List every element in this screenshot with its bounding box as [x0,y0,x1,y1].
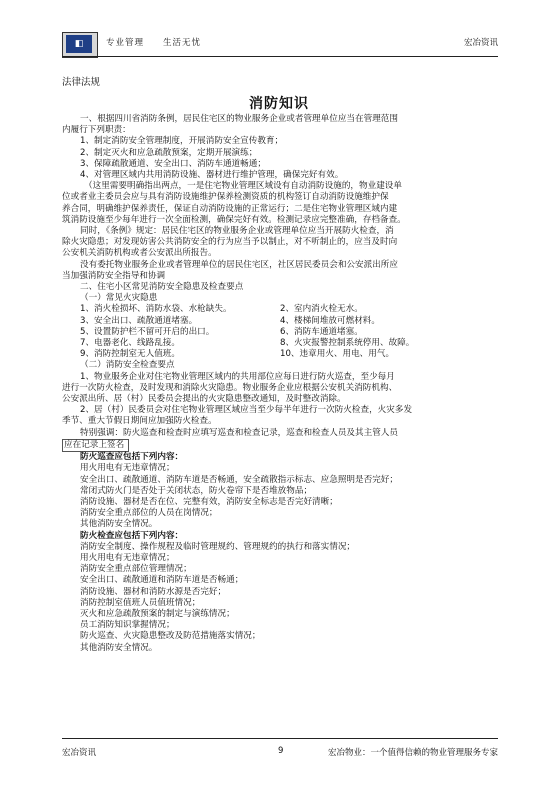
hazard-item: 4、楼梯间堆放可燃材料。 [280,315,380,326]
list-item: 3、保障疏散通道、安全出口、消防车通道畅通； [80,158,266,169]
hazard-item: 10、违章用火、用电、用气。 [280,349,395,360]
hazard-item: 6、消防车通道堵塞。 [280,326,363,337]
list-item: 用火用电有无违章情况； [80,463,175,474]
page-number: 9 [278,746,284,756]
hazard-item: 9、消防控制室无人值班。 [80,349,180,360]
list-heading: 防火巡查应包括下列内容： [80,452,184,463]
footer-left-text: 宏冶资讯 [62,748,97,758]
section-label: 法律法规 [62,77,101,88]
list-item: 安全出口、疏散通道、消防车道是否畅通，安全疏散指示标志、应急照明是否完好； [80,474,398,485]
page-footer [62,738,498,760]
list-heading: 防火检查应包括下列内容： [80,530,184,541]
paragraph-line: 除火灾隐患；对发现妨害公共消防安全的行为应当予以制止，对不听制止的，应当及时向 [62,237,398,248]
subsection-heading: （二）消防安全检查要点 [80,360,175,371]
company-logo [62,32,98,58]
hazard-item: 8、火灾报警控制系统停用、故障。 [280,338,415,349]
paragraph-line: 公安机关消防机构或者公安派出所报告。 [62,248,217,259]
paragraph-line [62,439,502,452]
list-item: 员工消防知识掌握情况； [80,620,175,631]
footer-right-text: 宏冶物业：一个值得信赖的物业管理服务专家 [327,748,498,758]
paragraph-line: 2、居（村）民委员会对住宅物业管理区域应当至少每半年进行一次防火检查，火灾多发 [80,405,413,416]
header-divider [62,56,498,57]
list-item: 消防安全重点部位管理情况； [80,564,192,575]
list-item: 消防设施、器材和消防水源是否完好； [80,586,227,597]
hazard-item: 3、安全出口、疏散通道堵塞。 [80,315,198,326]
paragraph-line: 特别强调：防火巡查和检查时应填写巡查和检查记录，巡查和检查人员及其主管人员 [80,427,398,438]
list-item: 1、制定消防安全管理制度，开展消防安全宣传教育； [80,136,284,147]
list-item: 消防设施、器材是否在位、完整有效，消防安全标志是否完好清晰； [80,496,338,507]
paragraph-line: （这里需要明确指出两点，一是住宅物业管理区域设有自动消防设施的，物业建设单 [84,181,402,192]
list-item: 安全出口、疏散通道和消防车道是否畅通； [80,575,244,586]
list-item: 消防安全制度、操作规程及临时管理规约、管理规约的执行和落实情况； [80,541,356,552]
paragraph-line: 当加强消防安全指导和协调 [62,270,166,281]
paragraph-line: 一、根据四川省消防条例，居民住宅区的物业服务企业或者管理单位应当在管理范围 [80,114,398,124]
paragraph-line: 进行一次防火检查，及时发现和消除火灾隐患。物业服务企业应根据公安机关消防机构、 [62,382,398,393]
document-body [62,114,502,654]
hazard-item: 1、消火栓损坏、消防水袋、水枪缺失。 [80,304,232,315]
subsection-heading: （一）常见火灾隐患 [80,293,158,304]
list-item: 常闭式防火门是否处于关闭状态，防火卷帘下是否堆放物品； [80,485,313,496]
header-slogan: 专业管理 生活无忧 [106,38,202,48]
list-item: 2、制定灭火和应急疏散预案，定期开展演练； [80,147,258,158]
list-item: 防火巡查、火灾隐患整改及防范措施落实情况； [80,631,261,642]
list-item: 其他消防安全情况。 [80,519,158,530]
hazard-item: 7、电器老化、线路乱接。 [80,338,180,349]
paragraph-line: 没有委托物业服务企业或者管理单位的居民住宅区，社区居民委员会和公安派出所应 [80,259,398,270]
paragraph-line: 筑消防设施至少每年进行一次全面检测，确保完好有效。检测记录应完整准确，存档备查。 [62,214,406,225]
paragraph-line: 养合同，明确维护保养责任，保证自动消防设施的正常运行；二是住宅物业管理区域内建 [62,203,398,214]
paragraph-line: 季节、重大节假日期间应加强防火检查。 [62,416,217,427]
page-title: 消防知识 [249,96,309,112]
list-item: 消防控制室值班人员值班情况； [80,597,201,608]
page-header [62,30,498,58]
paragraph-line: 同时，《条例》规定：居民住宅区的物业服务企业或管理单位应当开展防火检查，消 [80,226,394,237]
logo-mark: ◧ [66,35,92,53]
hazard-item: 5、设置防护栏不留可开启的出口。 [80,326,215,337]
boxed-text: 应在记录上签名 [62,439,129,452]
paragraph-line: 公安派出所、居（村）民委员会提出的火灾隐患整改通知，及时整改消除。 [62,394,346,405]
list-item: 4、对管理区域内共用消防设施、器材进行维护管理，确保完好有效。 [80,170,344,181]
footer-divider [62,738,498,739]
header-right-text: 宏冶资讯 [463,38,498,48]
list-item: 其他消防安全情况。 [80,642,158,653]
list-item: 用火用电有无违章情况； [80,552,175,563]
list-item: 消防安全重点部位的人员在岗情况； [80,508,218,519]
hazard-item: 2、室内消火栓无水。 [280,304,363,315]
section-heading: 二、住宅小区常见消防安全隐患及检查要点 [80,282,244,293]
paragraph-line: 内履行下列职责： [62,125,131,136]
hazard-list [62,304,502,360]
list-item: 灭火和应急疏散预案的制定与演练情况； [80,608,235,619]
paragraph-line: 位或者业主委员会应与具有消防设施维护保养检测资质的机构签订自动消防设施维护保 [62,192,389,203]
paragraph-line: 1、物业服务企业对住宅物业管理区域内的共用部位应每日进行防火巡查，至少每月 [80,371,395,382]
